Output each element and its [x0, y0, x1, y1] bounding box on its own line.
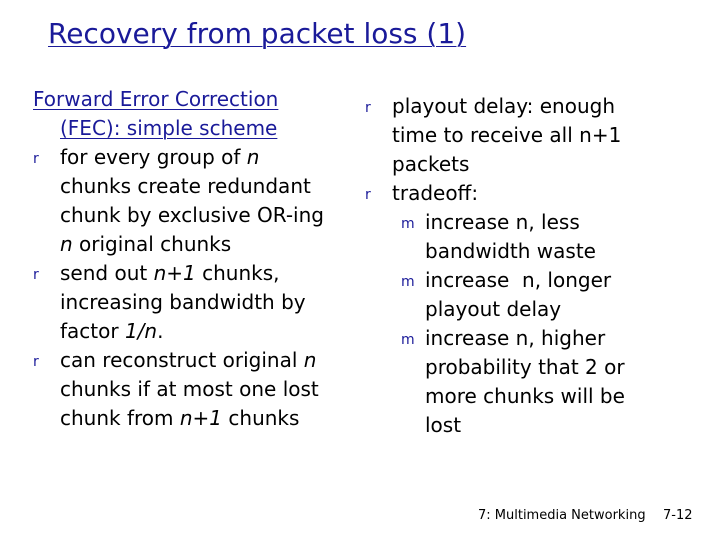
fec-bullet-2-line-2: increasing bandwidth by: [60, 290, 306, 314]
tradeoff-sub-1: [365, 208, 655, 266]
fec-bullet-1-line-1: for every group of n: [60, 145, 260, 169]
tradeoff-sub-1-line-1: increase n, less: [425, 210, 580, 234]
fec-bullet-2-line-3: factor 1/n.: [60, 319, 164, 343]
sub-bullet-marker-icon: m: [401, 332, 415, 348]
fec-bullet-3-line-1: can reconstruct original n: [60, 348, 317, 372]
bullet-marker-icon: r: [365, 100, 371, 116]
fec-bullet-3-line-2: chunks if at most one lost: [60, 377, 319, 401]
fec-heading-line-1: Forward Error Correction: [33, 87, 279, 111]
tradeoff-sub-3-line-1: increase n, higher: [425, 326, 606, 350]
playout-bullet-line-3: packets: [392, 152, 470, 176]
bullet-marker-icon: r: [365, 187, 371, 203]
fec-bullet-3-line-3: chunk from n+1 chunks: [60, 406, 300, 430]
slide-title: Recovery from packet loss (1): [48, 17, 467, 50]
sub-bullet-marker-icon: m: [401, 274, 415, 290]
fec-heading-line-2: (FEC): simple scheme: [60, 116, 278, 140]
fec-bullet-3: [33, 346, 363, 433]
tradeoff-sub-1-line-2: bandwidth waste: [425, 239, 596, 263]
fec-bullet-1-line-2: chunks create redundant: [60, 174, 311, 198]
footer-chapter: 7: Multimedia Networking: [478, 508, 646, 523]
fec-bullet-1-line-4: n original chunks: [60, 232, 232, 256]
tradeoff-bullet-line-1: tradeoff:: [392, 181, 479, 205]
footer-page-number: 7-12: [663, 508, 693, 523]
playout-bullet-line-2: time to receive all n+1: [392, 123, 622, 147]
tradeoff-sub-3-line-2: probability that 2 or: [425, 355, 625, 379]
playout-bullet-line-1: playout delay: enough: [392, 94, 616, 118]
tradeoff-bullet: [365, 179, 655, 208]
tradeoff-sub-3-line-3: more chunks will be: [425, 384, 625, 408]
right-column: [365, 92, 655, 440]
fec-bullet-1-line-3: chunk by exclusive OR-ing: [60, 203, 324, 227]
playout-bullet: [365, 92, 655, 179]
tradeoff-sub-2-line-1: increase n, longer: [425, 268, 612, 292]
bullet-marker-icon: r: [33, 151, 39, 167]
bullet-marker-icon: r: [33, 354, 39, 370]
tradeoff-sub-3: [365, 324, 655, 440]
sub-bullet-marker-icon: m: [401, 216, 415, 232]
fec-bullet-2-line-1: send out n+1 chunks,: [60, 261, 280, 285]
left-column: [33, 85, 363, 433]
tradeoff-sub-2: [365, 266, 655, 324]
bullet-marker-icon: r: [33, 267, 39, 283]
fec-bullet-1: [33, 143, 363, 259]
fec-bullet-2: [33, 259, 363, 346]
tradeoff-sub-3-line-4: lost: [425, 413, 462, 437]
tradeoff-sub-2-line-2: playout delay: [425, 297, 562, 321]
